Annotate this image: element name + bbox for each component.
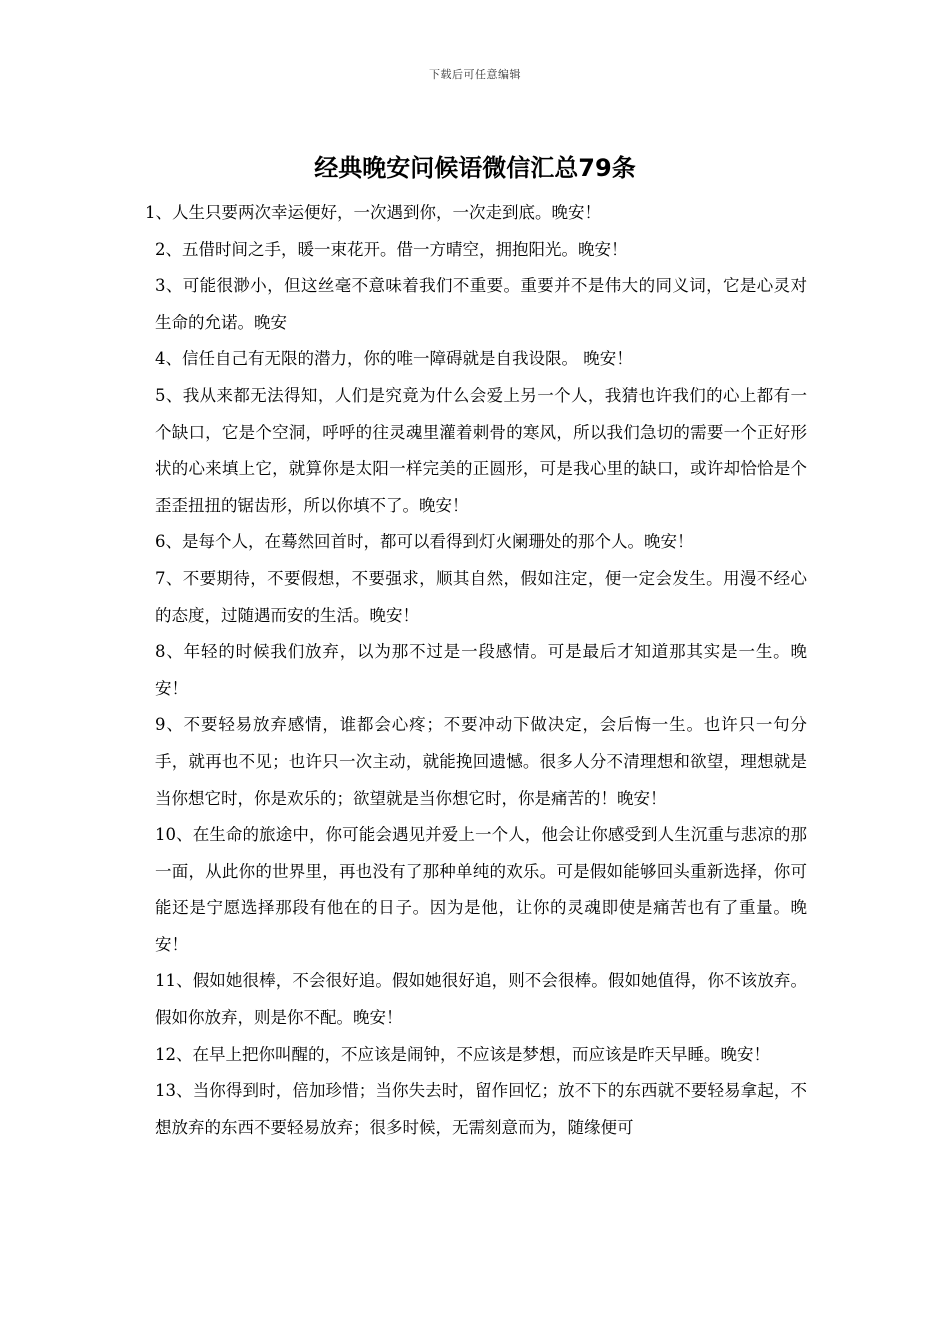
paragraph-3: 3、可能很渺小，但这丝毫不意味着我们不重要。重要并不是伟大的同义词，它是心灵对生命的允诺。晚安 [155,276,807,332]
paragraph-7: 7、不要期待，不要假想，不要强求，顺其自然，假如注定，便一定会发生。用漫不经心的态度，过随遇而安的生活。晚安！ [155,568,807,625]
paragraph-8: 8、年轻的时候我们放弃，以为那不过是一段感情。可是最后才知道那其实是一生。晚安！ [155,642,807,698]
header-note: 下载后可任意编辑 [429,68,521,81]
paragraph-9: 9、不要轻易放弃感情，谁都会心疼；不要冲动下做决定，会后悔一生。也许只一句分手，就再也不见；也许只一次主动，就能挽回遗憾。很多人分不清理想和欲望，理想就是当你想它时，你是欢乐的；欲望就是当你想它时，你是痛苦的！晚安！ [155,715,807,808]
paragraph-1: 1、人生只要两次幸运便好，一次遇到你，一次走到底。晚安！ [145,203,601,222]
paragraph-6: 6、是每个人，在蓦然回首时，都可以看得到灯火阑珊处的那个人。晚安！ [155,532,694,552]
paragraph-12: 12、在早上把你叫醒的，不应该是闹钟，不应该是梦想，而应该是昨天早睡。晚安！ [155,1044,770,1064]
paragraph-2: 2、五借时间之手，暖一束花开。借一方晴空，拥抱阳光。晚安！ [155,239,628,259]
document-title: 经典晚安问候语微信汇总79条 [314,154,636,182]
paragraph-11: 11、假如她很棒，不会很好追。假如她很好追，则不会很棒。假如她值得，你不该放弃。假如你放弃，则是你不配。晚安！ [155,971,807,1028]
paragraph-5: 5、我从来都无法得知，人们是究竟为什么会爱上另一个人，我猜也许我们的心上都有一个缺口，它是个空洞，呼呼的往灵魂里灌着刺骨的寒风，所以我们急切的需要一个正好形状的心来填上它，就算你是太阳一样完美的正圆形，可是我心里的缺口，或许却恰恰是个歪歪扭扭的锯齿形，所以你填不了。晚安！ [155,385,807,515]
paragraph-13: 13、当你得到时，倍加珍惜；当你失去时，留作回忆；放不下的东西就不要轻易拿起，不想放弃的东西不要轻易放弃；很多时候，无需刻意而为，随缘便可 [155,1081,807,1137]
paragraph-10: 10、在生命的旅途中，你可能会遇见并爱上一个人，他会让你感受到人生沉重与悲凉的那一面，从此你的世界里，再也没有了那种单纯的欢乐。可是假如能够回头重新选择，你可能还是宁愿选择那段有他在的日子。因为是他，让你的灵魂即使是痛苦也有了重量。晚安！ [155,825,807,954]
paragraph-4: 4、信任自己有无限的潜力，你的唯一障碍就是自我设限。 晚安！ [155,349,633,369]
document-body [145,195,807,1146]
